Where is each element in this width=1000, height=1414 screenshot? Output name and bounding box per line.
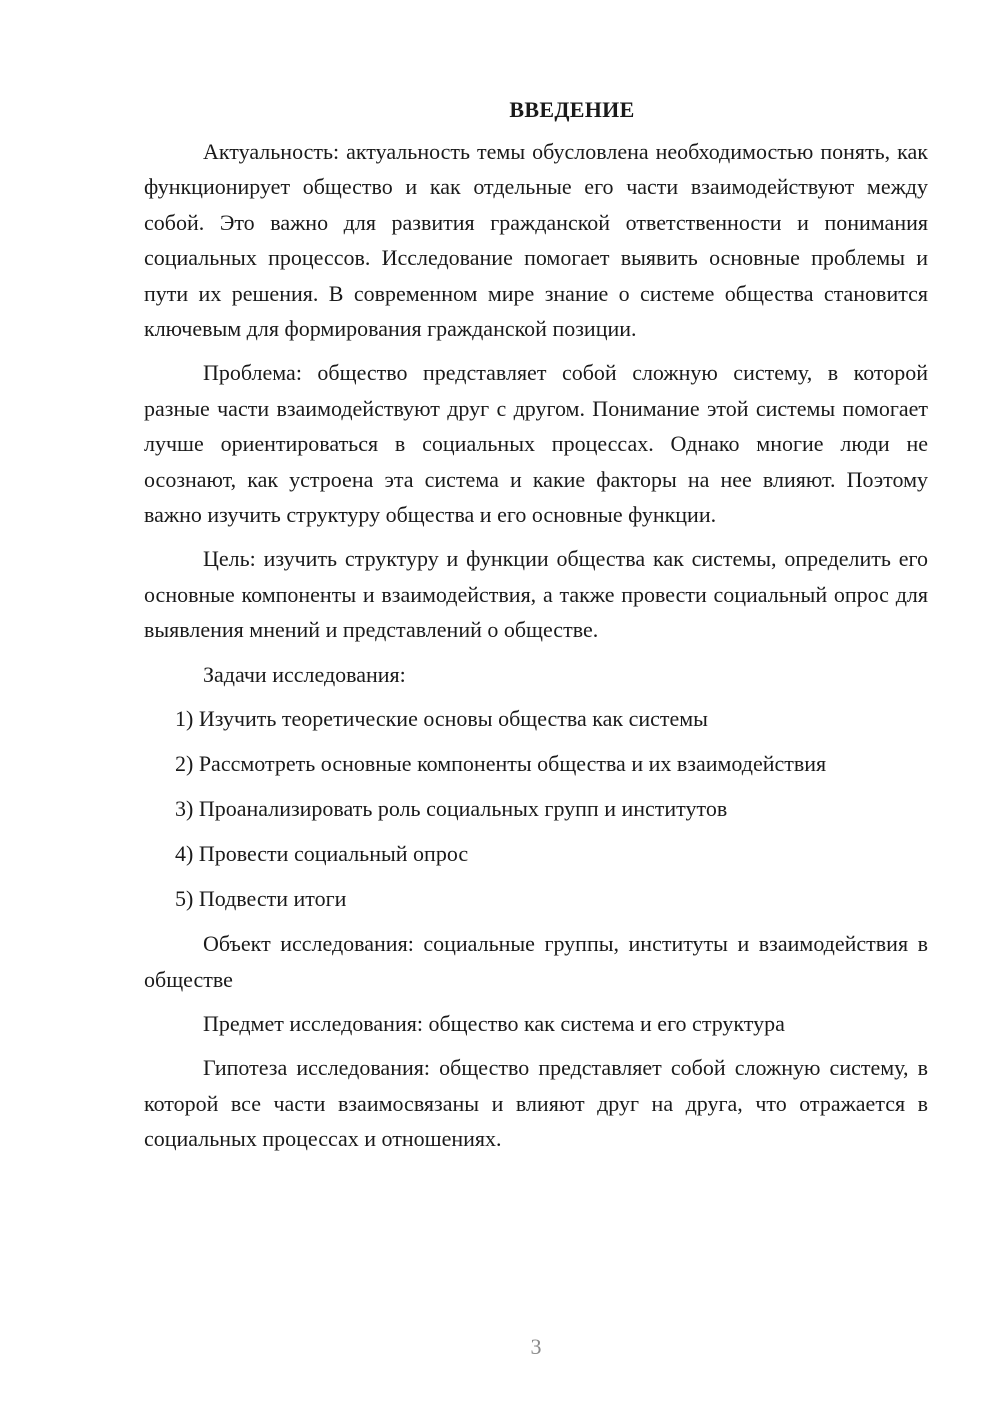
list-item: 1) Изучить теоретические основы общества как системы [175, 706, 708, 732]
paragraph-goal: Цель: изучить структуру и функции общества как системы, определить его основные компоненты и взаимодействия, а также провести социальный опрос для выявления мнений и представлений о обществе. [144, 546, 928, 643]
list-item: 2) Рассмотреть основные компоненты общества и их взаимодействия [175, 751, 827, 777]
tasks-list [144, 701, 928, 916]
tasks-heading: Задачи исследования: [203, 661, 406, 687]
paragraph-problem: Проблема: общество представляет собой сложную систему, в которой разные части взаимодействуют друг с другом. Понимание этой системы помогает лучше ориентироваться в социальных процессах. Однако многие люди не осознают, как устроена эта система и какие факторы на нее влияют. Поэтому важно изучить структуру общества и его основные функции. [144, 360, 928, 528]
paragraph-relevance: Актуальность: актуальность темы обусловлена необходимостью понять, как функционирует общество и как отдельные его части взаимодействуют между собой. Это важно для развития гражданской ответственности и понимания социальных процессов. Исследование помогает выявить основные проблемы и пути их решения. В современном мире знание о системе общества становится ключевым для формирования гражданской позиции. [144, 139, 928, 342]
page-content [144, 96, 928, 1166]
paragraph-object: Объект исследования: социальные группы, институты и взаимодействия в обществе [144, 931, 928, 992]
list-item: 3) Проанализировать роль социальных групп и институтов [175, 796, 728, 822]
page-title: ВВЕДЕНИЕ [509, 97, 635, 122]
paragraph-subject: Предмет исследования: общество как система и его структура [203, 1010, 785, 1036]
paragraph-hypothesis: Гипотеза исследования: общество представляет собой сложную систему, в которой все части взаимосвязаны и влияют друг на друга, что отражается в социальных процессах и отношениях. [144, 1055, 928, 1152]
page-number: 3 [530, 1334, 542, 1359]
list-item: 5) Подвести итоги [175, 886, 347, 912]
list-item: 4) Провести социальный опрос [175, 841, 469, 867]
